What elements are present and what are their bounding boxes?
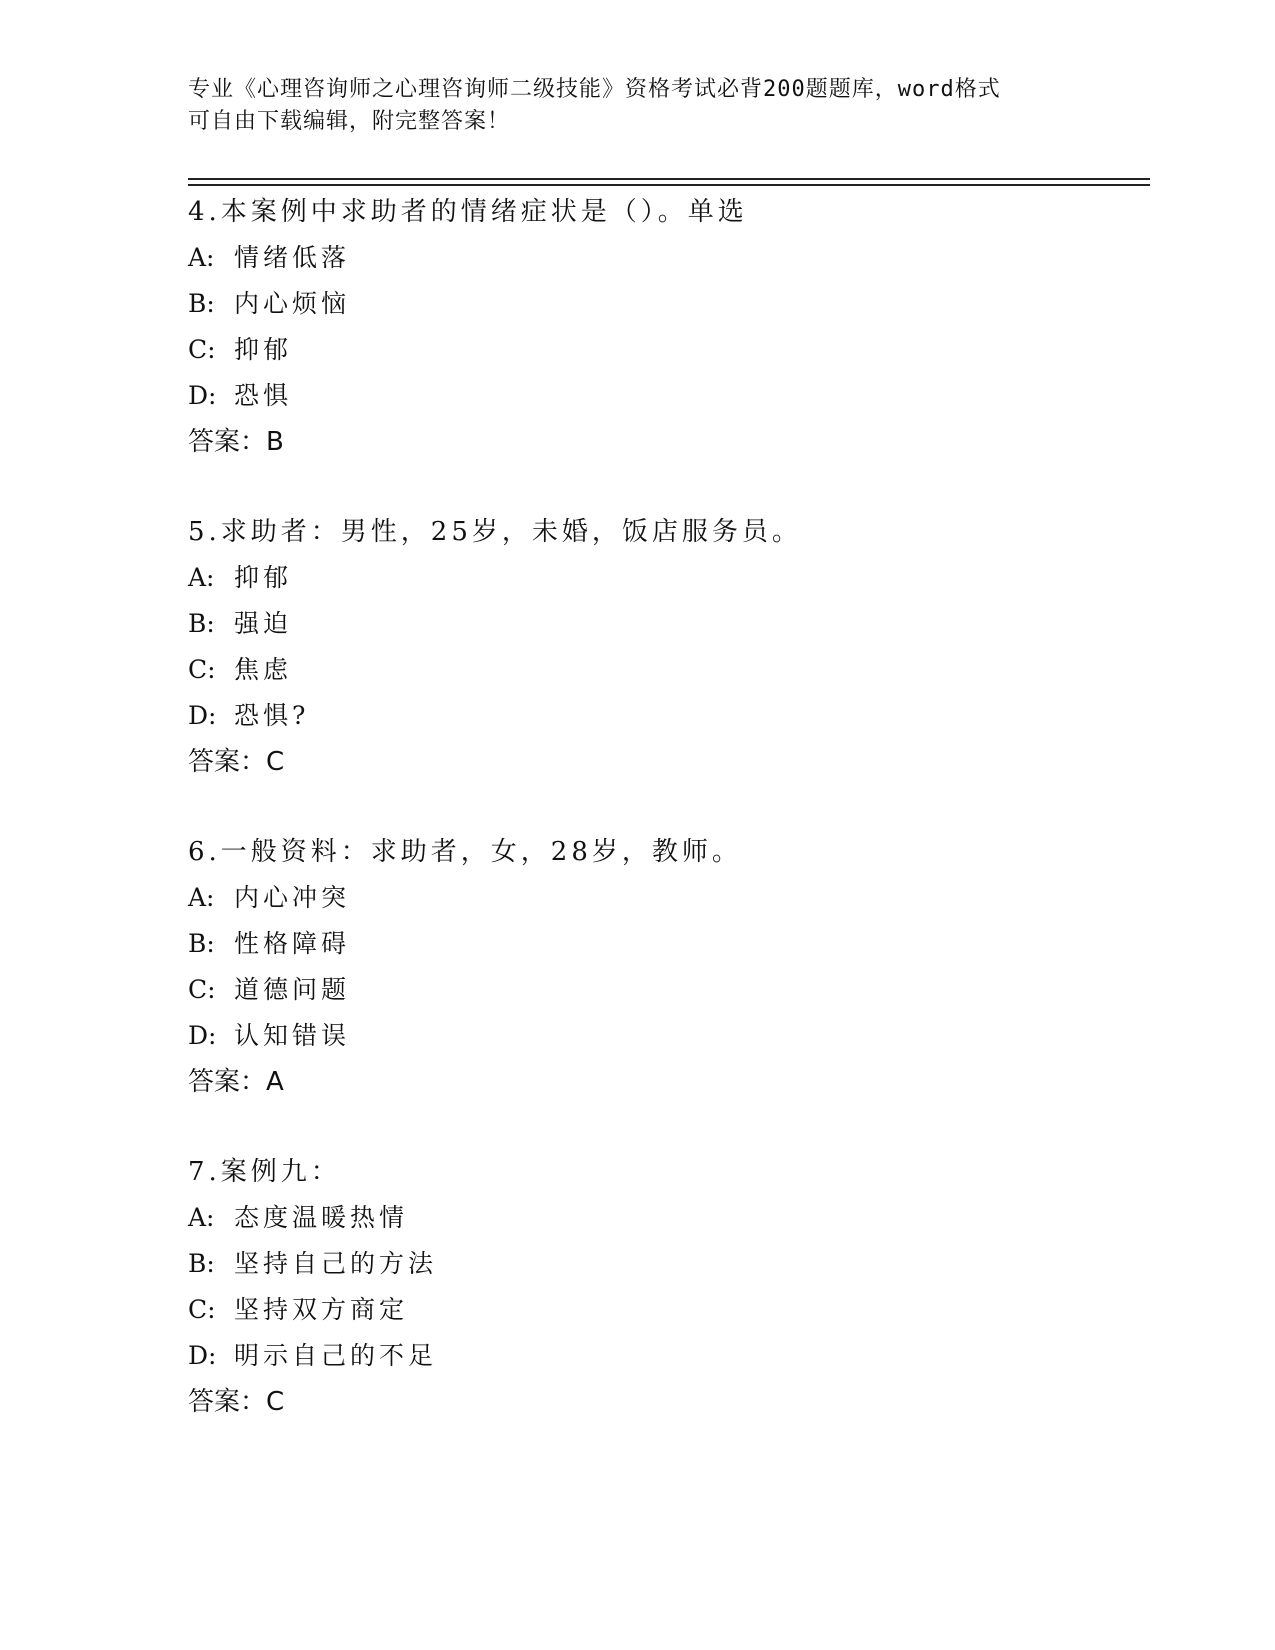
question-stem: 4.本案例中求助者的情绪症状是（）。单选 <box>188 197 748 227</box>
option-d <box>188 693 1148 739</box>
option-text: 恐惧 <box>234 381 293 410</box>
option-letter: C: <box>188 335 216 364</box>
option-text: 坚持自己的方法 <box>234 1249 438 1278</box>
document-header <box>188 74 1088 138</box>
option-c <box>188 1287 1148 1333</box>
option-d <box>188 1013 1148 1059</box>
option-a <box>188 235 1148 281</box>
option-letter: B: <box>188 289 215 318</box>
option-d <box>188 1333 1148 1379</box>
option-text: 抑郁 <box>234 335 293 364</box>
option-d <box>188 373 1148 419</box>
header-divider-top <box>188 178 1150 180</box>
option-text: 内心烦恼 <box>234 289 351 318</box>
option-text: 恐惧? <box>234 701 310 730</box>
answer-line: 答案：C <box>188 747 285 777</box>
option-text: 抑郁 <box>234 563 293 592</box>
option-b <box>188 281 1148 327</box>
question-stem: 5.求助者：男性，25岁，未婚，饭店服务员。 <box>188 517 802 547</box>
option-letter: D: <box>188 701 217 730</box>
option-letter: A: <box>188 243 215 272</box>
option-letter: B: <box>188 929 215 958</box>
option-text: 情绪低落 <box>234 243 351 272</box>
answer-line: 答案：C <box>188 1387 285 1417</box>
option-a <box>188 555 1148 601</box>
option-letter: D: <box>188 381 217 410</box>
option-b <box>188 921 1148 967</box>
option-letter: D: <box>188 1021 217 1050</box>
header-divider-bottom <box>188 184 1150 186</box>
option-letter: C: <box>188 1295 216 1324</box>
option-text: 焦虑 <box>234 655 293 684</box>
option-c <box>188 967 1148 1013</box>
question-stem: 6.一般资料：求助者，女，28岁，教师。 <box>188 837 742 867</box>
option-c <box>188 647 1148 693</box>
option-text: 性格障碍 <box>234 929 351 958</box>
option-letter: A: <box>188 1203 215 1232</box>
option-text: 态度温暖热情 <box>234 1203 409 1232</box>
option-letter: A: <box>188 883 215 912</box>
option-b <box>188 1241 1148 1287</box>
option-text: 道德问题 <box>234 975 351 1004</box>
option-a <box>188 1195 1148 1241</box>
option-text: 明示自己的不足 <box>234 1341 438 1370</box>
option-letter: C: <box>188 655 216 684</box>
option-letter: B: <box>188 609 215 638</box>
option-text: 内心冲突 <box>234 883 351 912</box>
option-letter: C: <box>188 975 216 1004</box>
option-a <box>188 875 1148 921</box>
answer-line: 答案：B <box>188 427 284 457</box>
option-text: 认知错误 <box>234 1021 351 1050</box>
option-b <box>188 601 1148 647</box>
question-4 <box>188 189 1148 465</box>
option-c <box>188 327 1148 373</box>
question-6 <box>188 829 1148 1105</box>
header-line-1: 专业《心理咨询师之心理咨询师二级技能》资格考试必背200题题库，word格式 <box>188 77 1001 102</box>
question-7 <box>188 1149 1148 1425</box>
answer-line: 答案：A <box>188 1067 284 1097</box>
option-text: 强迫 <box>234 609 293 638</box>
option-letter: B: <box>188 1249 215 1278</box>
header-line-2: 可自由下载编辑，附完整答案！ <box>188 109 511 134</box>
option-letter: D: <box>188 1341 217 1370</box>
question-5 <box>188 509 1148 785</box>
question-stem: 7.案例九： <box>188 1157 341 1187</box>
option-letter: A: <box>188 563 215 592</box>
option-text: 坚持双方商定 <box>234 1295 409 1324</box>
